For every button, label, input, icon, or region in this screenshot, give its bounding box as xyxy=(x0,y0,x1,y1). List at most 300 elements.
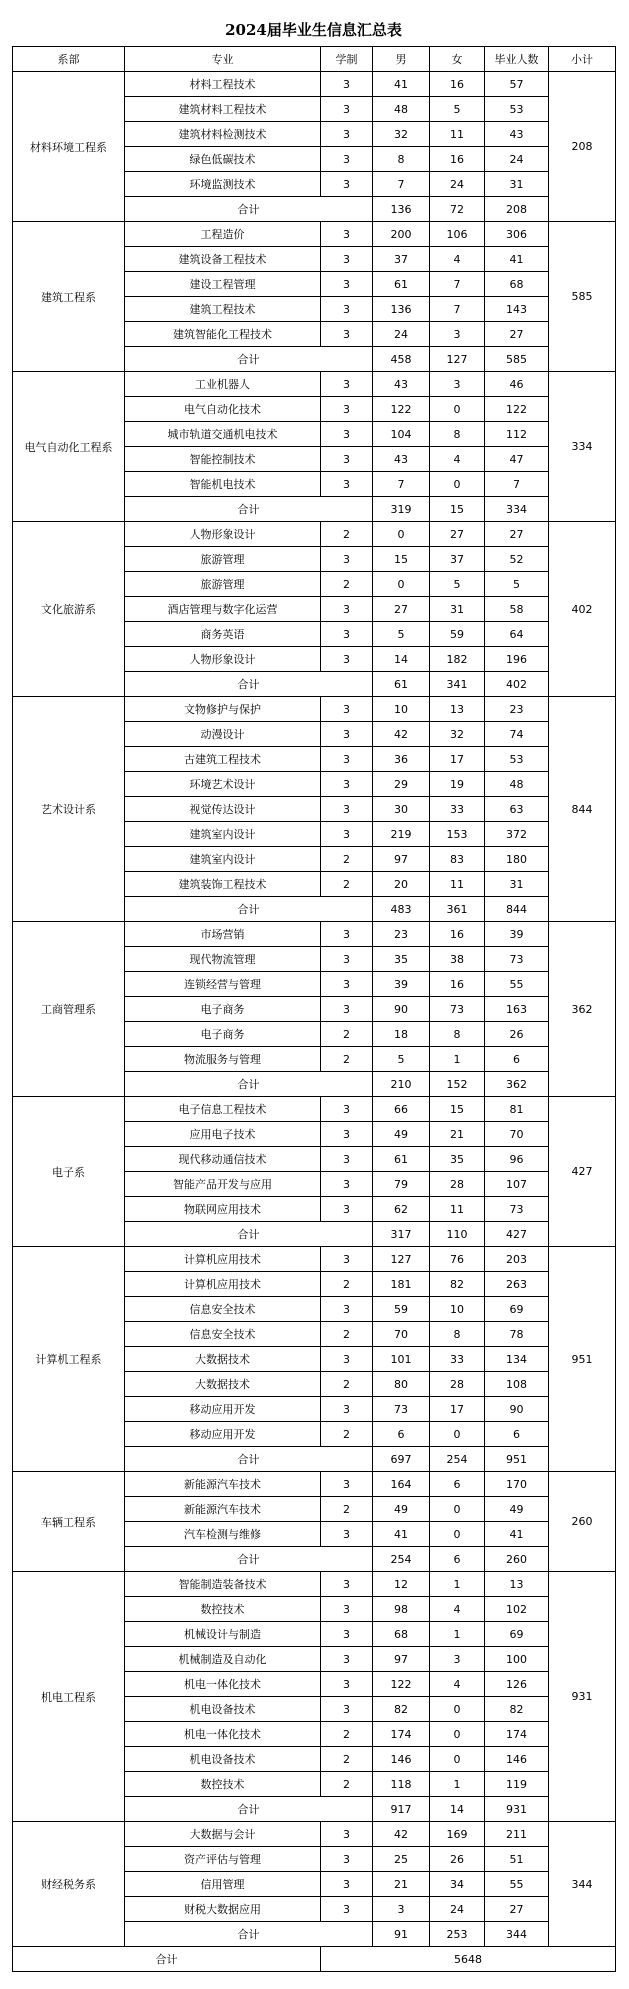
female-count-cell: 153 xyxy=(430,822,485,847)
female-count-cell: 0 xyxy=(430,1497,485,1522)
male-count-cell: 122 xyxy=(373,397,430,422)
graduate-count-cell: 196 xyxy=(485,647,549,672)
duration-cell: 3 xyxy=(321,772,373,797)
female-count-cell: 6 xyxy=(430,1472,485,1497)
duration-cell: 3 xyxy=(321,272,373,297)
female-count-cell: 33 xyxy=(430,1347,485,1372)
duration-cell: 3 xyxy=(321,747,373,772)
table-row xyxy=(13,1097,616,1122)
total-female-cell: 341 xyxy=(430,672,485,697)
duration-cell: 3 xyxy=(321,1522,373,1547)
duration-cell: 3 xyxy=(321,997,373,1022)
department-subtotal: 585 xyxy=(549,222,616,372)
graduate-count-cell: 23 xyxy=(485,697,549,722)
duration-cell: 2 xyxy=(321,572,373,597)
male-count-cell: 43 xyxy=(373,372,430,397)
duration-cell: 2 xyxy=(321,1772,373,1797)
table-row xyxy=(13,1247,616,1272)
male-count-cell: 18 xyxy=(373,1022,430,1047)
total-male-cell: 483 xyxy=(373,897,430,922)
total-female-cell: 14 xyxy=(430,1797,485,1822)
total-graduates-cell: 208 xyxy=(485,197,549,222)
major-cell: 电子信息工程技术 xyxy=(125,1097,321,1122)
table-body xyxy=(13,47,616,1972)
duration-cell: 3 xyxy=(321,247,373,272)
female-count-cell: 0 xyxy=(430,1422,485,1447)
total-graduates-cell: 344 xyxy=(485,1922,549,1947)
graduate-count-cell: 31 xyxy=(485,172,549,197)
graduate-count-cell: 52 xyxy=(485,547,549,572)
graduate-count-cell: 6 xyxy=(485,1047,549,1072)
major-cell: 绿色低碳技术 xyxy=(125,147,321,172)
major-cell: 数控技术 xyxy=(125,1597,321,1622)
department-subtotal: 362 xyxy=(549,922,616,1097)
graduate-count-cell: 108 xyxy=(485,1372,549,1397)
major-cell: 人物形象设计 xyxy=(125,647,321,672)
female-count-cell: 21 xyxy=(430,1122,485,1147)
male-count-cell: 7 xyxy=(373,472,430,497)
female-count-cell: 10 xyxy=(430,1297,485,1322)
department-total-label: 合计 xyxy=(125,672,373,697)
major-cell: 古建筑工程技术 xyxy=(125,747,321,772)
duration-cell: 3 xyxy=(321,222,373,247)
duration-cell: 3 xyxy=(321,647,373,672)
total-graduates-cell: 951 xyxy=(485,1447,549,1472)
graduate-summary-table xyxy=(12,46,616,1972)
female-count-cell: 83 xyxy=(430,847,485,872)
duration-cell: 3 xyxy=(321,1597,373,1622)
female-count-cell: 82 xyxy=(430,1272,485,1297)
duration-cell: 3 xyxy=(321,172,373,197)
department-subtotal: 427 xyxy=(549,1097,616,1247)
total-female-cell: 361 xyxy=(430,897,485,922)
table-title: 2024届毕业生信息汇总表 xyxy=(225,21,402,39)
major-cell: 财税大数据应用 xyxy=(125,1897,321,1922)
male-count-cell: 127 xyxy=(373,1247,430,1272)
duration-cell: 2 xyxy=(321,1722,373,1747)
graduate-count-cell: 41 xyxy=(485,247,549,272)
male-count-cell: 6 xyxy=(373,1422,430,1447)
graduate-count-cell: 55 xyxy=(485,972,549,997)
header-major: 专业 xyxy=(125,47,321,72)
male-count-cell: 62 xyxy=(373,1197,430,1222)
duration-cell: 3 xyxy=(321,1147,373,1172)
major-cell: 工业机器人 xyxy=(125,372,321,397)
total-graduates-cell: 844 xyxy=(485,897,549,922)
major-cell: 旅游管理 xyxy=(125,572,321,597)
female-count-cell: 0 xyxy=(430,1697,485,1722)
male-count-cell: 122 xyxy=(373,1672,430,1697)
department-subtotal: 402 xyxy=(549,522,616,697)
major-cell: 新能源汽车技术 xyxy=(125,1472,321,1497)
duration-cell: 2 xyxy=(321,847,373,872)
header-department: 系部 xyxy=(13,47,125,72)
total-male-cell: 317 xyxy=(373,1222,430,1247)
graduate-count-cell: 24 xyxy=(485,147,549,172)
major-cell: 信息安全技术 xyxy=(125,1322,321,1347)
male-count-cell: 7 xyxy=(373,172,430,197)
table-row xyxy=(13,1572,616,1597)
total-graduates-cell: 402 xyxy=(485,672,549,697)
department-subtotal: 951 xyxy=(549,1247,616,1472)
total-male-cell: 61 xyxy=(373,672,430,697)
male-count-cell: 30 xyxy=(373,797,430,822)
major-cell: 建筑装饰工程技术 xyxy=(125,872,321,897)
male-count-cell: 24 xyxy=(373,322,430,347)
graduate-count-cell: 13 xyxy=(485,1572,549,1597)
major-cell: 市场营销 xyxy=(125,922,321,947)
male-count-cell: 10 xyxy=(373,697,430,722)
graduate-count-cell: 41 xyxy=(485,1522,549,1547)
duration-cell: 3 xyxy=(321,797,373,822)
female-count-cell: 16 xyxy=(430,972,485,997)
major-cell: 建筑工程技术 xyxy=(125,297,321,322)
male-count-cell: 35 xyxy=(373,947,430,972)
graduate-count-cell: 64 xyxy=(485,622,549,647)
duration-cell: 3 xyxy=(321,297,373,322)
female-count-cell: 4 xyxy=(430,1597,485,1622)
male-count-cell: 49 xyxy=(373,1122,430,1147)
male-count-cell: 164 xyxy=(373,1472,430,1497)
major-cell: 文物修护与保护 xyxy=(125,697,321,722)
graduate-count-cell: 53 xyxy=(485,747,549,772)
graduate-count-cell: 372 xyxy=(485,822,549,847)
major-cell: 人物形象设计 xyxy=(125,522,321,547)
department-name: 材料环境工程系 xyxy=(13,72,125,222)
female-count-cell: 13 xyxy=(430,697,485,722)
graduate-count-cell: 70 xyxy=(485,1122,549,1147)
major-cell: 电子商务 xyxy=(125,997,321,1022)
major-cell: 建筑室内设计 xyxy=(125,822,321,847)
graduate-count-cell: 68 xyxy=(485,272,549,297)
male-count-cell: 90 xyxy=(373,997,430,1022)
major-cell: 现代物流管理 xyxy=(125,947,321,972)
total-graduates-cell: 427 xyxy=(485,1222,549,1247)
graduate-count-cell: 119 xyxy=(485,1772,549,1797)
female-count-cell: 38 xyxy=(430,947,485,972)
total-male-cell: 91 xyxy=(373,1922,430,1947)
table-row xyxy=(13,1822,616,1847)
department-subtotal: 260 xyxy=(549,1472,616,1572)
duration-cell: 2 xyxy=(321,1747,373,1772)
duration-cell: 2 xyxy=(321,1422,373,1447)
total-graduates-cell: 362 xyxy=(485,1072,549,1097)
total-male-cell: 697 xyxy=(373,1447,430,1472)
major-cell: 计算机应用技术 xyxy=(125,1272,321,1297)
graduate-count-cell: 27 xyxy=(485,322,549,347)
duration-cell: 3 xyxy=(321,1822,373,1847)
female-count-cell: 34 xyxy=(430,1872,485,1897)
graduate-count-cell: 180 xyxy=(485,847,549,872)
major-cell: 动漫设计 xyxy=(125,722,321,747)
department-total-label: 合计 xyxy=(125,197,373,222)
female-count-cell: 4 xyxy=(430,247,485,272)
table-row xyxy=(13,72,616,97)
department-total-label: 合计 xyxy=(125,1222,373,1247)
major-cell: 旅游管理 xyxy=(125,547,321,572)
total-graduates-cell: 931 xyxy=(485,1797,549,1822)
male-count-cell: 5 xyxy=(373,622,430,647)
male-count-cell: 79 xyxy=(373,1172,430,1197)
female-count-cell: 35 xyxy=(430,1147,485,1172)
header-female: 女 xyxy=(430,47,485,72)
graduate-count-cell: 203 xyxy=(485,1247,549,1272)
major-cell: 连锁经营与管理 xyxy=(125,972,321,997)
duration-cell: 3 xyxy=(321,622,373,647)
female-count-cell: 16 xyxy=(430,72,485,97)
female-count-cell: 17 xyxy=(430,1397,485,1422)
duration-cell: 2 xyxy=(321,1322,373,1347)
female-count-cell: 4 xyxy=(430,447,485,472)
male-count-cell: 3 xyxy=(373,1897,430,1922)
duration-cell: 3 xyxy=(321,547,373,572)
graduate-count-cell: 6 xyxy=(485,1422,549,1447)
male-count-cell: 21 xyxy=(373,1872,430,1897)
total-female-cell: 72 xyxy=(430,197,485,222)
department-total-label: 合计 xyxy=(125,1547,373,1572)
graduate-count-cell: 96 xyxy=(485,1147,549,1172)
department-total-label: 合计 xyxy=(125,1447,373,1472)
duration-cell: 2 xyxy=(321,522,373,547)
female-count-cell: 1 xyxy=(430,1622,485,1647)
major-cell: 酒店管理与数字化运营 xyxy=(125,597,321,622)
female-count-cell: 76 xyxy=(430,1247,485,1272)
major-cell: 机电一体化技术 xyxy=(125,1722,321,1747)
major-cell: 机械设计与制造 xyxy=(125,1622,321,1647)
female-count-cell: 0 xyxy=(430,1747,485,1772)
table-row xyxy=(13,1472,616,1497)
total-male-cell: 254 xyxy=(373,1547,430,1572)
male-count-cell: 25 xyxy=(373,1847,430,1872)
major-cell: 建设工程管理 xyxy=(125,272,321,297)
female-count-cell: 4 xyxy=(430,1672,485,1697)
duration-cell: 3 xyxy=(321,1897,373,1922)
male-count-cell: 82 xyxy=(373,1697,430,1722)
male-count-cell: 20 xyxy=(373,872,430,897)
graduate-count-cell: 51 xyxy=(485,1847,549,1872)
header-graduates: 毕业人数 xyxy=(485,47,549,72)
graduate-count-cell: 82 xyxy=(485,1697,549,1722)
duration-cell: 3 xyxy=(321,472,373,497)
total-male-cell: 210 xyxy=(373,1072,430,1097)
grand-total-value: 5648 xyxy=(321,1947,616,1972)
female-count-cell: 32 xyxy=(430,722,485,747)
female-count-cell: 59 xyxy=(430,622,485,647)
table-row xyxy=(13,522,616,547)
male-count-cell: 98 xyxy=(373,1597,430,1622)
header-duration: 学制 xyxy=(321,47,373,72)
female-count-cell: 31 xyxy=(430,597,485,622)
major-cell: 建筑材料检测技术 xyxy=(125,122,321,147)
graduate-count-cell: 74 xyxy=(485,722,549,747)
graduate-count-cell: 49 xyxy=(485,1497,549,1522)
male-count-cell: 118 xyxy=(373,1772,430,1797)
male-count-cell: 49 xyxy=(373,1497,430,1522)
female-count-cell: 33 xyxy=(430,797,485,822)
graduate-count-cell: 55 xyxy=(485,1872,549,1897)
male-count-cell: 14 xyxy=(373,647,430,672)
duration-cell: 3 xyxy=(321,422,373,447)
graduate-count-cell: 39 xyxy=(485,922,549,947)
male-count-cell: 5 xyxy=(373,1047,430,1072)
male-count-cell: 15 xyxy=(373,547,430,572)
department-subtotal: 844 xyxy=(549,697,616,922)
male-count-cell: 97 xyxy=(373,847,430,872)
graduate-count-cell: 46 xyxy=(485,372,549,397)
male-count-cell: 27 xyxy=(373,597,430,622)
graduate-count-cell: 163 xyxy=(485,997,549,1022)
male-count-cell: 181 xyxy=(373,1272,430,1297)
total-female-cell: 127 xyxy=(430,347,485,372)
female-count-cell: 28 xyxy=(430,1372,485,1397)
major-cell: 视觉传达设计 xyxy=(125,797,321,822)
graduate-count-cell: 134 xyxy=(485,1347,549,1372)
graduate-count-cell: 107 xyxy=(485,1172,549,1197)
male-count-cell: 12 xyxy=(373,1572,430,1597)
department-name: 电气自动化工程系 xyxy=(13,372,125,522)
graduate-count-cell: 263 xyxy=(485,1272,549,1297)
major-cell: 智能控制技术 xyxy=(125,447,321,472)
graduate-count-cell: 73 xyxy=(485,1197,549,1222)
male-count-cell: 23 xyxy=(373,922,430,947)
major-cell: 环境监测技术 xyxy=(125,172,321,197)
female-count-cell: 3 xyxy=(430,372,485,397)
graduate-count-cell: 78 xyxy=(485,1322,549,1347)
graduate-count-cell: 47 xyxy=(485,447,549,472)
duration-cell: 3 xyxy=(321,1672,373,1697)
male-count-cell: 73 xyxy=(373,1397,430,1422)
graduate-count-cell: 58 xyxy=(485,597,549,622)
female-count-cell: 5 xyxy=(430,97,485,122)
female-count-cell: 1 xyxy=(430,1572,485,1597)
duration-cell: 3 xyxy=(321,972,373,997)
male-count-cell: 61 xyxy=(373,272,430,297)
major-cell: 现代移动通信技术 xyxy=(125,1147,321,1172)
duration-cell: 3 xyxy=(321,1247,373,1272)
graduate-count-cell: 43 xyxy=(485,122,549,147)
major-cell: 信息安全技术 xyxy=(125,1297,321,1322)
male-count-cell: 66 xyxy=(373,1097,430,1122)
summary-sheet xyxy=(12,14,615,1972)
major-cell: 工程造价 xyxy=(125,222,321,247)
department-name: 建筑工程系 xyxy=(13,222,125,372)
graduate-count-cell: 69 xyxy=(485,1297,549,1322)
department-name: 车辆工程系 xyxy=(13,1472,125,1572)
duration-cell: 3 xyxy=(321,1872,373,1897)
male-count-cell: 37 xyxy=(373,247,430,272)
duration-cell: 2 xyxy=(321,1047,373,1072)
major-cell: 计算机应用技术 xyxy=(125,1247,321,1272)
graduate-count-cell: 57 xyxy=(485,72,549,97)
header-male: 男 xyxy=(373,47,430,72)
male-count-cell: 42 xyxy=(373,722,430,747)
graduate-count-cell: 170 xyxy=(485,1472,549,1497)
total-graduates-cell: 334 xyxy=(485,497,549,522)
duration-cell: 3 xyxy=(321,372,373,397)
graduate-count-cell: 73 xyxy=(485,947,549,972)
major-cell: 资产评估与管理 xyxy=(125,1847,321,1872)
major-cell: 数控技术 xyxy=(125,1772,321,1797)
major-cell: 大数据技术 xyxy=(125,1372,321,1397)
header-subtotal: 小计 xyxy=(549,47,616,72)
total-female-cell: 152 xyxy=(430,1072,485,1097)
major-cell: 建筑室内设计 xyxy=(125,847,321,872)
female-count-cell: 11 xyxy=(430,872,485,897)
total-male-cell: 319 xyxy=(373,497,430,522)
graduate-count-cell: 90 xyxy=(485,1397,549,1422)
table-row xyxy=(13,922,616,947)
graduate-count-cell: 63 xyxy=(485,797,549,822)
female-count-cell: 24 xyxy=(430,172,485,197)
male-count-cell: 41 xyxy=(373,1522,430,1547)
major-cell: 智能产品开发与应用 xyxy=(125,1172,321,1197)
department-name: 电子系 xyxy=(13,1097,125,1247)
male-count-cell: 0 xyxy=(373,522,430,547)
graduate-count-cell: 81 xyxy=(485,1097,549,1122)
female-count-cell: 3 xyxy=(430,1647,485,1672)
duration-cell: 3 xyxy=(321,1397,373,1422)
female-count-cell: 182 xyxy=(430,647,485,672)
graduate-count-cell: 211 xyxy=(485,1822,549,1847)
graduate-count-cell: 53 xyxy=(485,97,549,122)
duration-cell: 2 xyxy=(321,1497,373,1522)
department-total-label: 合计 xyxy=(125,1922,373,1947)
total-female-cell: 253 xyxy=(430,1922,485,1947)
major-cell: 智能机电技术 xyxy=(125,472,321,497)
major-cell: 物流服务与管理 xyxy=(125,1047,321,1072)
duration-cell: 3 xyxy=(321,1172,373,1197)
duration-cell: 3 xyxy=(321,447,373,472)
total-male-cell: 917 xyxy=(373,1797,430,1822)
female-count-cell: 7 xyxy=(430,297,485,322)
duration-cell: 3 xyxy=(321,1847,373,1872)
duration-cell: 3 xyxy=(321,1297,373,1322)
duration-cell: 3 xyxy=(321,122,373,147)
total-female-cell: 15 xyxy=(430,497,485,522)
male-count-cell: 68 xyxy=(373,1622,430,1647)
male-count-cell: 104 xyxy=(373,422,430,447)
graduate-count-cell: 27 xyxy=(485,522,549,547)
department-name: 文化旅游系 xyxy=(13,522,125,697)
total-graduates-cell: 585 xyxy=(485,347,549,372)
duration-cell: 3 xyxy=(321,1572,373,1597)
male-count-cell: 101 xyxy=(373,1347,430,1372)
duration-cell: 3 xyxy=(321,1097,373,1122)
female-count-cell: 7 xyxy=(430,272,485,297)
female-count-cell: 11 xyxy=(430,122,485,147)
female-count-cell: 27 xyxy=(430,522,485,547)
total-female-cell: 110 xyxy=(430,1222,485,1247)
graduate-count-cell: 126 xyxy=(485,1672,549,1697)
female-count-cell: 16 xyxy=(430,147,485,172)
male-count-cell: 146 xyxy=(373,1747,430,1772)
department-name: 机电工程系 xyxy=(13,1572,125,1822)
major-cell: 信用管理 xyxy=(125,1872,321,1897)
female-count-cell: 15 xyxy=(430,1097,485,1122)
duration-cell: 3 xyxy=(321,597,373,622)
female-count-cell: 0 xyxy=(430,1522,485,1547)
graduate-count-cell: 48 xyxy=(485,772,549,797)
male-count-cell: 32 xyxy=(373,122,430,147)
duration-cell: 3 xyxy=(321,97,373,122)
graduate-count-cell: 31 xyxy=(485,872,549,897)
major-cell: 商务英语 xyxy=(125,622,321,647)
total-female-cell: 254 xyxy=(430,1447,485,1472)
total-male-cell: 458 xyxy=(373,347,430,372)
female-count-cell: 16 xyxy=(430,922,485,947)
total-male-cell: 136 xyxy=(373,197,430,222)
duration-cell: 3 xyxy=(321,1197,373,1222)
